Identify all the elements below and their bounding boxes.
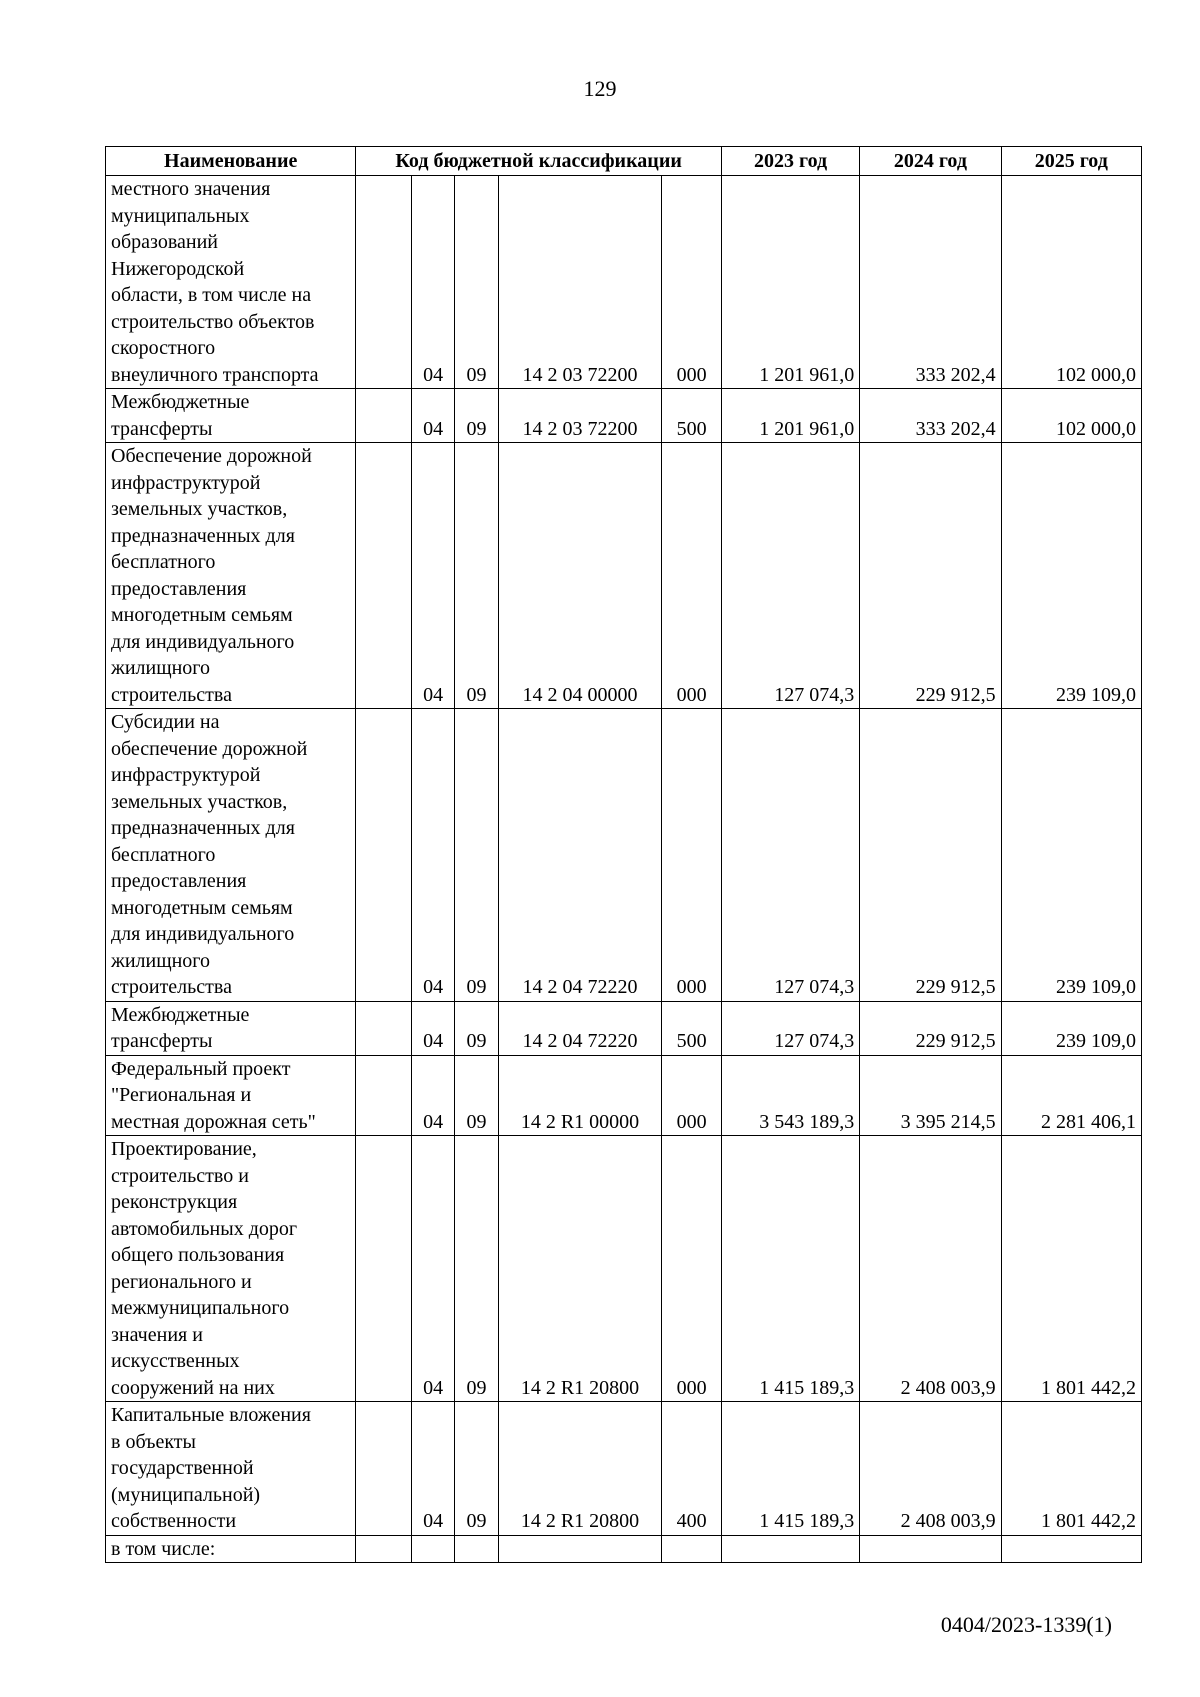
cell-2024: 333 202,4 — [860, 176, 1001, 389]
page-number: 129 — [583, 76, 617, 101]
cell-empty — [356, 709, 412, 1002]
cell-empty — [356, 443, 412, 709]
cell-empty — [356, 389, 412, 443]
cell-2024: 2 408 003,9 — [860, 1136, 1001, 1402]
cell-2024: 229 912,5 — [860, 443, 1001, 709]
cell-2025: 239 109,0 — [1001, 1001, 1141, 1055]
table-row — [106, 1402, 1142, 1536]
cell-code-section: 04 — [411, 1055, 454, 1136]
cell-empty — [356, 1055, 412, 1136]
cell-code-target: 14 2 R1 00000 — [498, 1055, 662, 1136]
cell-2025: 239 109,0 — [1001, 709, 1141, 1002]
cell-name: Межбюджетные трансферты — [106, 1001, 356, 1055]
cell-code-section: 04 — [411, 1402, 454, 1536]
header-2024: 2024 год — [860, 147, 1001, 176]
header-2025: 2025 год — [1001, 147, 1141, 176]
budget-table — [105, 146, 1142, 1563]
cell-code-target: 14 2 R1 20800 — [498, 1136, 662, 1402]
cell-code-expense-type: 000 — [662, 443, 722, 709]
cell-code-section: 04 — [411, 1136, 454, 1402]
cell-code-expense-type — [662, 1535, 722, 1563]
cell-empty — [356, 1535, 412, 1563]
header-2023: 2023 год — [721, 147, 859, 176]
cell-code-target: 14 2 04 00000 — [498, 443, 662, 709]
cell-code-expense-type: 000 — [662, 176, 722, 389]
cell-2023: 127 074,3 — [721, 443, 859, 709]
cell-2025: 239 109,0 — [1001, 443, 1141, 709]
cell-code-section — [411, 1535, 454, 1563]
cell-empty — [356, 1402, 412, 1536]
cell-name: Обеспечение дорожной инфраструктурой земельных участков, предназначенных для бесплатного предоставления многодетным семьям для индивидуального жилищного строительства — [106, 443, 356, 709]
cell-name: Федеральный проект "Региональная и местная дорожная сеть" — [106, 1055, 356, 1136]
cell-2023: 1 201 961,0 — [721, 176, 859, 389]
table-header-row — [106, 147, 1142, 176]
cell-code-section: 04 — [411, 389, 454, 443]
cell-2025: 2 281 406,1 — [1001, 1055, 1141, 1136]
header-code: Код бюджетной классификации — [356, 147, 722, 176]
table-body — [106, 176, 1142, 1563]
cell-2024: 229 912,5 — [860, 709, 1001, 1002]
cell-2023: 3 543 189,3 — [721, 1055, 859, 1136]
cell-code-expense-type: 000 — [662, 1136, 722, 1402]
cell-code-expense-type: 000 — [662, 709, 722, 1002]
cell-empty — [356, 1001, 412, 1055]
table-row — [106, 709, 1142, 1002]
cell-2023: 1 201 961,0 — [721, 389, 859, 443]
cell-code-subsection: 09 — [455, 1402, 498, 1536]
document-id: 0404/2023-1339(1) — [940, 1612, 1112, 1637]
cell-2023: 127 074,3 — [721, 709, 859, 1002]
cell-code-subsection: 09 — [455, 1136, 498, 1402]
cell-code-subsection: 09 — [455, 709, 498, 1002]
cell-code-section: 04 — [411, 443, 454, 709]
cell-code-subsection — [455, 1535, 498, 1563]
table-row — [106, 1535, 1142, 1563]
cell-code-expense-type: 500 — [662, 1001, 722, 1055]
cell-code-section: 04 — [411, 1001, 454, 1055]
cell-code-target: 14 2 03 72200 — [498, 176, 662, 389]
cell-code-expense-type: 500 — [662, 389, 722, 443]
header-name: Наименование — [106, 147, 356, 176]
cell-name: Субсидии на обеспечение дорожной инфраструктурой земельных участков, предназначенных для бесплатного предоставления многодетным семьям для индивидуального жилищного строительства — [106, 709, 356, 1002]
cell-2023: 1 415 189,3 — [721, 1402, 859, 1536]
cell-2024: 229 912,5 — [860, 1001, 1001, 1055]
cell-2025: 102 000,0 — [1001, 389, 1141, 443]
cell-2023 — [721, 1535, 859, 1563]
cell-code-target: 14 2 R1 20800 — [498, 1402, 662, 1536]
cell-2024: 3 395 214,5 — [860, 1055, 1001, 1136]
cell-empty — [356, 176, 412, 389]
cell-2023: 127 074,3 — [721, 1001, 859, 1055]
cell-2023: 1 415 189,3 — [721, 1136, 859, 1402]
cell-code-target: 14 2 04 72220 — [498, 1001, 662, 1055]
cell-code-expense-type: 000 — [662, 1055, 722, 1136]
table-row — [106, 1055, 1142, 1136]
cell-name: Капитальные вложения в объекты государственной (муниципальной) собственности — [106, 1402, 356, 1536]
cell-code-expense-type: 400 — [662, 1402, 722, 1536]
cell-2025: 102 000,0 — [1001, 176, 1141, 389]
cell-name: Проектирование, строительство и реконструкция автомобильных дорог общего пользования регионального и межмуниципального значения и искусственных сооружений на них — [106, 1136, 356, 1402]
cell-code-section: 04 — [411, 709, 454, 1002]
cell-code-subsection: 09 — [455, 176, 498, 389]
cell-2024: 333 202,4 — [860, 389, 1001, 443]
cell-name: Межбюджетные трансферты — [106, 389, 356, 443]
cell-2025 — [1001, 1535, 1141, 1563]
cell-code-target — [498, 1535, 662, 1563]
cell-code-section: 04 — [411, 176, 454, 389]
table-row — [106, 1136, 1142, 1402]
cell-2025: 1 801 442,2 — [1001, 1402, 1141, 1536]
table-row — [106, 1001, 1142, 1055]
cell-code-subsection: 09 — [455, 1055, 498, 1136]
cell-code-subsection: 09 — [455, 443, 498, 709]
cell-code-target: 14 2 04 72220 — [498, 709, 662, 1002]
cell-code-subsection: 09 — [455, 389, 498, 443]
cell-empty — [356, 1136, 412, 1402]
table-row — [106, 443, 1142, 709]
table-row — [106, 389, 1142, 443]
cell-2024 — [860, 1535, 1001, 1563]
cell-code-target: 14 2 03 72200 — [498, 389, 662, 443]
cell-code-subsection: 09 — [455, 1001, 498, 1055]
cell-name: в том числе: — [106, 1535, 356, 1563]
cell-2025: 1 801 442,2 — [1001, 1136, 1141, 1402]
cell-name: местного значения муниципальных образований Нижегородской области, в том числе на строительство объектов скоростного внеуличного транспорта — [106, 176, 356, 389]
table-row — [106, 176, 1142, 389]
cell-2024: 2 408 003,9 — [860, 1402, 1001, 1536]
